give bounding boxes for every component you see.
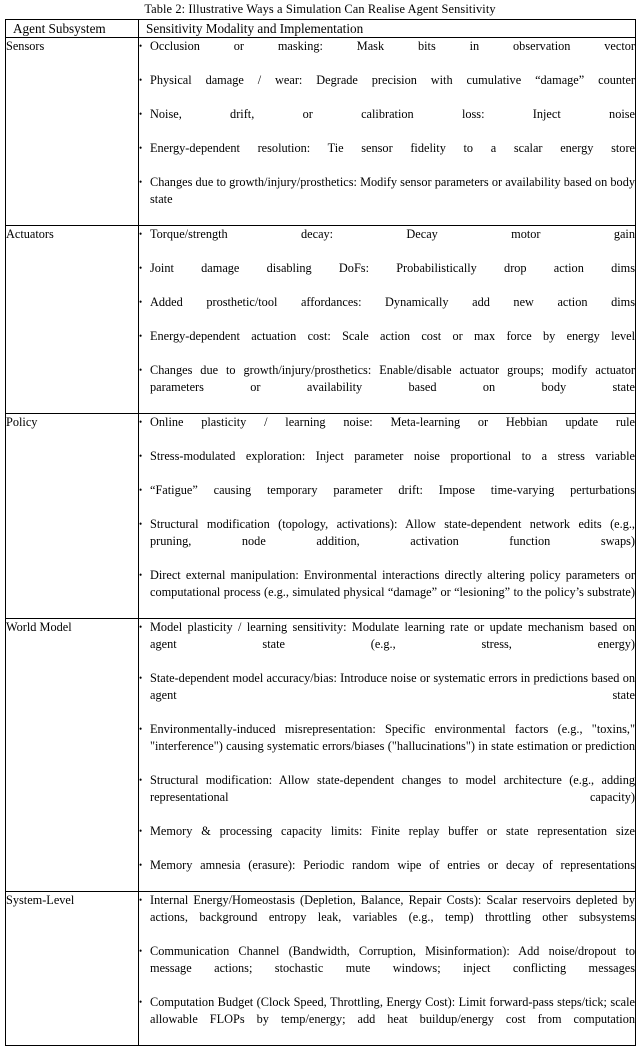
modality-cell <box>139 892 636 1046</box>
list-item <box>139 414 635 448</box>
bullet-icon: • <box>139 41 143 51</box>
bullet-icon: • <box>139 485 143 495</box>
modality-list <box>139 38 635 225</box>
modality-list <box>139 414 635 618</box>
subsystem-cell: Actuators <box>6 226 139 414</box>
list-item <box>139 943 635 994</box>
list-item <box>139 721 635 772</box>
list-item-text: Communication Channel (Bandwidth, Corruption, Misinformation): Add noise/dropout to message actions; stochastic mute windows; inject conflicting messages <box>150 944 635 975</box>
table-head <box>6 20 636 38</box>
bullet-icon: • <box>139 331 143 341</box>
list-item-text: Memory & processing capacity limits: Finite replay buffer or state representation size <box>150 824 635 838</box>
bullet-icon: • <box>139 673 143 683</box>
table-row <box>6 226 636 414</box>
bullet-icon: • <box>139 143 143 153</box>
bullet-icon: • <box>139 109 143 119</box>
list-item <box>139 670 635 721</box>
bullet-icon: • <box>139 895 143 905</box>
bullet-icon: • <box>139 570 143 580</box>
bullet-icon: • <box>139 519 143 529</box>
modality-cell <box>139 414 636 619</box>
bullet-icon: • <box>139 622 143 632</box>
list-item <box>139 72 635 106</box>
bullet-icon: • <box>139 775 143 785</box>
bullet-icon: • <box>139 177 143 187</box>
subsystem-cell: System-Level <box>6 892 139 1046</box>
subsystem-cell: Policy <box>6 414 139 619</box>
list-item <box>139 482 635 516</box>
list-item-text: Structural modification: Allow state-dependent changes to model architecture (e.g., adding representational capacity) <box>150 773 635 804</box>
list-item <box>139 823 635 857</box>
bullet-icon: • <box>139 263 143 273</box>
subsystem-cell: Sensors <box>6 38 139 226</box>
list-item-text: Environmentally-induced misrepresentation: Specific environmental factors (e.g., "toxins," "interference") causing systematic errors/biases ("hallucinations") in state estimation or prediction <box>150 722 635 753</box>
list-item-text: Online plasticity / learning noise: Meta-learning or Hebbian update rule <box>150 415 635 429</box>
list-item <box>139 294 635 328</box>
list-item <box>139 328 635 362</box>
table-row <box>6 38 636 226</box>
list-item-text: Direct external manipulation: Environmental interactions directly altering policy parameters or computational process (e.g., simulated physical “damage” or “lesioning” to the policy’s substrate) <box>150 568 635 599</box>
bullet-icon: • <box>139 297 143 307</box>
list-item <box>139 857 635 891</box>
modality-cell <box>139 619 636 892</box>
list-item <box>139 772 635 823</box>
table-row <box>6 414 636 619</box>
table-body <box>6 38 636 1046</box>
list-item <box>139 516 635 567</box>
list-item-text: Model plasticity / learning sensitivity: Modulate learning rate or update mechanism based on agent state (e.g., stress, energy) <box>150 620 635 651</box>
list-item <box>139 38 635 72</box>
modality-list <box>139 226 635 413</box>
list-item <box>139 174 635 225</box>
list-item-text: Torque/strength decay: Decay motor gain <box>150 227 635 241</box>
list-item-text: Changes due to growth/injury/prosthetics: Enable/disable actuator groups; modify actuator parameters or availability based on body state <box>150 363 635 394</box>
sensitivity-table <box>5 19 636 1046</box>
bullet-icon: • <box>139 417 143 427</box>
list-item-text: Memory amnesia (erasure): Periodic random wipe of entries or decay of representations <box>150 858 635 872</box>
list-item-text: Computation Budget (Clock Speed, Throttling, Energy Cost): Limit forward-pass steps/tick; scale allowable FLOPs by temp/energy; add heat buildup/energy cost from computation <box>150 995 635 1026</box>
column-header-agent-subsystem: Agent Subsystem <box>6 20 139 38</box>
table-caption: Table 2: Illustrative Ways a Simulation Can Realise Agent Sensitivity <box>144 2 496 16</box>
list-item-text: Noise, drift, or calibration loss: Inject noise <box>150 107 635 121</box>
list-item-text: Structural modification (topology, activations): Allow state-dependent network edits (e.g., pruning, node addition, activation function swaps) <box>150 517 635 548</box>
list-item <box>139 567 635 618</box>
modality-cell <box>139 38 636 226</box>
bullet-icon: • <box>139 75 143 85</box>
list-item-text: Added prosthetic/tool affordances: Dynamically add new action dims <box>150 295 635 309</box>
bullet-icon: • <box>139 946 143 956</box>
bullet-icon: • <box>139 724 143 734</box>
list-item-text: Joint damage disabling DoFs: Probabilistically drop action dims <box>150 261 635 275</box>
list-item <box>139 226 635 260</box>
list-item-text: Occlusion or masking: Mask bits in observation vector <box>150 39 635 53</box>
column-header-sensitivity-modality: Sensitivity Modality and Implementation <box>139 20 636 38</box>
list-item <box>139 619 635 670</box>
list-item <box>139 448 635 482</box>
list-item <box>139 260 635 294</box>
list-item <box>139 994 635 1045</box>
bullet-icon: • <box>139 365 143 375</box>
list-item-text: Internal Energy/Homeostasis (Depletion, Balance, Repair Costs): Scalar reservoirs depleted by actions, background entropy leak, variables (e.g., temp) throttling other subsystems <box>150 893 635 924</box>
list-item-text: Changes due to growth/injury/prosthetics: Modify sensor parameters or availability based on body state <box>150 175 635 206</box>
list-item <box>139 892 635 943</box>
list-item <box>139 362 635 413</box>
bullet-icon: • <box>139 229 143 239</box>
list-item <box>139 106 635 140</box>
list-item-text: Stress-modulated exploration: Inject parameter noise proportional to a stress variable <box>150 449 635 463</box>
list-item <box>139 140 635 174</box>
list-item-text: Physical damage / wear: Degrade precision with cumulative “damage” counter <box>150 73 635 87</box>
table-header-row <box>6 20 636 38</box>
subsystem-cell: World Model <box>6 619 139 892</box>
bullet-icon: • <box>139 860 143 870</box>
bullet-icon: • <box>139 997 143 1007</box>
list-item-text: Energy-dependent actuation cost: Scale action cost or max force by energy level <box>150 329 635 343</box>
list-item-text: State-dependent model accuracy/bias: Introduce noise or systematic errors in predictions based on agent state <box>150 671 635 702</box>
modality-list <box>139 892 635 1045</box>
modality-list <box>139 619 635 891</box>
bullet-icon: • <box>139 826 143 836</box>
modality-cell <box>139 226 636 414</box>
list-item-text: Energy-dependent resolution: Tie sensor fidelity to a scalar energy store <box>150 141 635 155</box>
table-row <box>6 619 636 892</box>
table-row <box>6 892 636 1046</box>
bullet-icon: • <box>139 451 143 461</box>
list-item-text: “Fatigue” causing temporary parameter drift: Impose time-varying perturbations <box>150 483 635 497</box>
